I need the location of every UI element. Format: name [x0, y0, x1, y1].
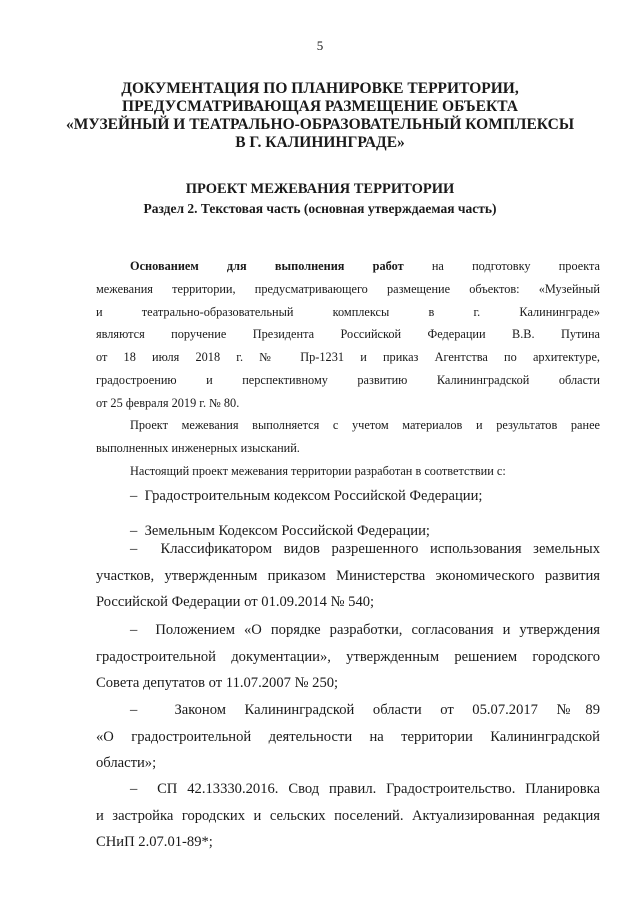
- title-line: В Г. КАЛИНИНГРАДЕ»: [235, 134, 405, 151]
- list-item-line: «О градостроительной деятельности на территории Калининградской: [96, 728, 600, 745]
- paragraph-line: являются поручение Президента Российской Федерации В.В. Путина: [96, 327, 600, 342]
- list-item-line: Российской Федерации от 01.09.2014 № 540;: [96, 594, 375, 610]
- paragraph-line: от 25 февраля 2019 г. № 80.: [96, 395, 240, 410]
- paragraph-line: от 18 июля 2018 г. № Пр-1231 и приказ Агентства по архитектуре,: [96, 350, 600, 365]
- title-line: «МУЗЕЙНЫЙ И ТЕАТРАЛЬНО-ОБРАЗОВАТЕЛЬНЫЙ КОМПЛЕКСЫ: [65, 116, 575, 133]
- list-item-line: градостроительной документации», утвержденным решением городского: [96, 648, 600, 665]
- page-number: 5: [316, 38, 324, 53]
- list-item: – Градостроительным кодексом Российской Федерации;: [130, 488, 483, 504]
- basis-paragraph: [96, 255, 600, 415]
- paragraph-line: Проект межевания выполняется с учетом материалов и результатов ранее: [130, 418, 600, 432]
- list-item-line: участков, утвержденным приказом Министерства экономического развития: [96, 567, 600, 584]
- paragraph-line: [96, 255, 600, 278]
- list-item-code-of-rules: [96, 776, 600, 856]
- list-item-line: Совета депутатов от 11.07.2007 № 250;: [96, 675, 339, 691]
- dash-marker: –: [130, 702, 138, 718]
- paragraph-line: межевания территории, предусматривающего размещение объектов: «Музейный: [96, 281, 600, 296]
- list-item-classifier: [96, 536, 600, 616]
- list-item-line: и застройка городских и сельских поселений. Актуализированная редакция: [96, 807, 600, 824]
- document-title: [40, 80, 600, 152]
- line-rest: на подготовку проекта: [431, 259, 600, 273]
- section-title: ПРОЕКТ МЕЖЕВАНИЯ ТЕРРИТОРИИ: [185, 181, 455, 197]
- section-heading: [40, 180, 600, 218]
- paragraph-line: и театрально-образовательный комплексы в г. Калининграде»: [96, 304, 600, 319]
- paragraph-line: выполненных инженерных изысканий.: [96, 440, 300, 455]
- bold-lead: Основанием для выполнения работ: [130, 259, 404, 273]
- dash-marker: –: [130, 488, 138, 504]
- dash-marker: –: [130, 622, 138, 638]
- list-item-line: области»;: [96, 755, 157, 771]
- list-item-law: [96, 697, 600, 777]
- section-subtitle: Раздел 2. Текстовая часть (основная утверждаемая часть): [143, 201, 497, 216]
- title-line: ПРЕДУСМАТРИВАЮЩАЯ РАЗМЕЩЕНИЕ ОБЪЕКТА: [122, 98, 518, 115]
- dash-marker: –: [130, 541, 138, 557]
- paragraph-line: градостроению и перспективному развитию Калининградской области: [96, 372, 600, 387]
- list-item: – Земельным Кодексом Российской Федерации;: [130, 522, 430, 539]
- dash-marker: –: [130, 522, 138, 539]
- list-item-line: – Законом Калининградской области от 05.07.2017 №89: [130, 702, 601, 718]
- dash-marker: –: [130, 781, 138, 797]
- regulations-list: [96, 483, 600, 544]
- list-item-line: – СП 42.13330.2016. Свод правил. Градостроительство. Планировка: [130, 781, 601, 797]
- title-line: ДОКУМЕНТАЦИЯ ПО ПЛАНИРОВКЕ ТЕРРИТОРИИ,: [121, 80, 519, 97]
- compliance-intro: [96, 460, 600, 483]
- list-item-line: – Положением «О порядке разработки, согласования и утверждения: [130, 622, 601, 638]
- list-item-line: СНиП 2.07.01-89*;: [96, 834, 213, 850]
- list-item-line: – Классификатором видов разрешенного использования земельных: [130, 541, 600, 557]
- surveys-paragraph: [96, 414, 600, 460]
- paragraph-line: Настоящий проект межевания территории разработан в соответствии с:: [130, 464, 506, 478]
- list-item-regulation: [96, 617, 600, 697]
